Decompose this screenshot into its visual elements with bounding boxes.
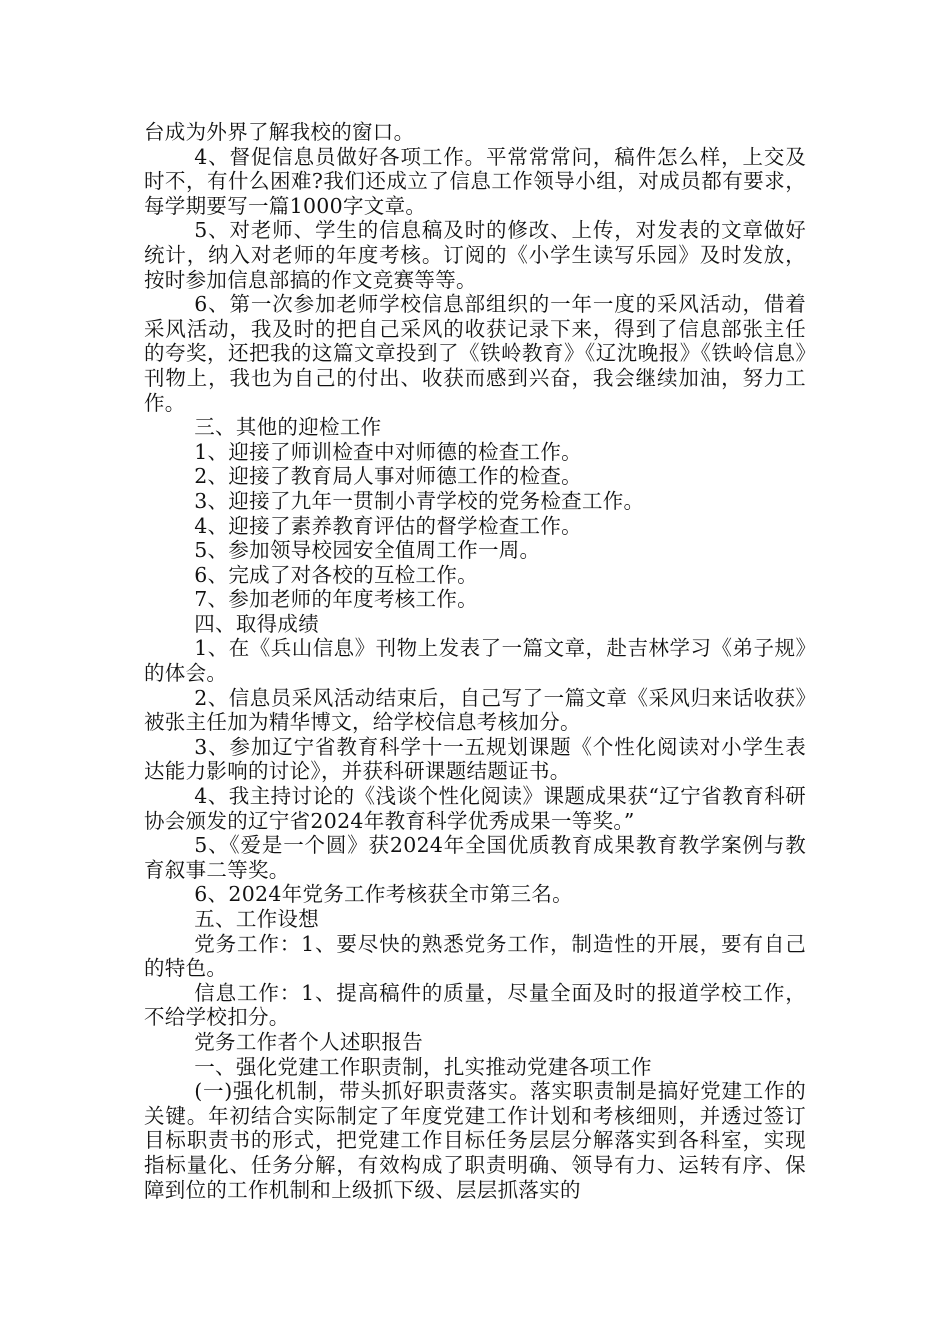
list-item: 7、参加老师的年度考核工作。 — [194, 587, 478, 612]
list-item: 1、迎接了师训检查中对师德的检查工作。 — [194, 439, 582, 464]
paragraph-window-outro: 台成为外界了解我校的窗口。 — [144, 120, 415, 144]
list-item: 5、《爱是一个圆》获2024年全国优质教育成果教育教学案例与教育叙事二等奖。 — [144, 833, 806, 882]
list-item: 4、迎接了素养教育评估的督学检查工作。 — [194, 513, 582, 538]
list-item: 5、参加领导校园安全值周工作一周。 — [194, 538, 541, 563]
paragraph-item-4-informants: 4、督促信息员做好各项工作。平常常常问，稿件怎么样，上交及时不，有什么困难?我们还成立了信息工作领导小组，对成员都有要求，每学期要写一篇1000字文章。 — [144, 144, 806, 218]
list-item: 4、我主持讨论的《浅谈个性化阅读》课题成果获“辽宁省教育科研协会颁发的辽宁省2024年教育科学优秀成果一等奖。” — [144, 784, 806, 833]
section-heading-responsibility: 一、强化党建工作职责制，扎实推动党建各项工作 — [194, 1054, 652, 1079]
paragraph-mechanism: (一)强化机制，带头抓好职责落实。落实职责制是搞好党建工作的关键。年初结合实际制定了年度党建工作计划和考核细则，并透过签订目标职责书的形式，把党建工作目标任务层层分解落实到各科室，实现指标量化、任务分解，有效构成了职责明确、领导有力、运转有序、保障到位的工作机制和上级抓下级、层层抓落实的 — [144, 1079, 806, 1202]
list-item: 2、迎接了教育局人事对师德工作的检查。 — [194, 464, 582, 489]
section-heading-plans: 五、工作设想 — [194, 907, 320, 931]
list-item: 2、信息员采风活动结束后，自己写了一篇文章《采风归来话收获》被张主任加为精华博文，给学校信息考核加分。 — [144, 685, 806, 735]
section-heading-inspection: 三、其他的迎检工作 — [194, 415, 382, 440]
report-title: 党务工作者个人述职报告 — [194, 1029, 424, 1054]
list-item: 6、完成了对各校的互检工作。 — [194, 562, 478, 587]
list-item: 6、2024年党务工作考核获全市第三名。 — [194, 882, 573, 907]
section-heading-achievements: 四、取得成绩 — [194, 611, 320, 636]
paragraph-item-6-field-trip: 6、第一次参加老师学校信息部组织的一年一度的采风活动，借着采风活动，我及时的把自己采风的收获记录下来，得到了信息部张主任的夸奖，还把我的这篇文章投到了《铁岭教育》《辽沈晚报》《铁岭信息》刊物上，我也为自己的付出、收获而感到兴奋，我会继续加油，努力工作。 — [144, 292, 806, 415]
list-item: 1、在《兵山信息》刊物上发表了一篇文章，赴吉林学习《弟子规》的体会。 — [144, 636, 806, 686]
paragraph-info-work-plan: 信息工作：1、提高稿件的质量，尽量全面及时的报道学校工作，不给学校扣分。 — [144, 980, 806, 1030]
paragraph-party-work-plan: 党务工作：1、要尽快的熟悉党务工作，制造性的开展，要有自己的特色。 — [144, 931, 806, 981]
list-item: 3、参加辽宁省教育科学十一五规划课题《个性化阅读对小学生表达能力影响的讨论》，并获科研课题结题证书。 — [144, 734, 806, 784]
paragraph-item-5-manuscripts: 5、对老师、学生的信息稿及时的修改、上传，对发表的文章做好统计，纳入对老师的年度考核。订阅的《小学生读写乐园》及时发放，按时参加信息部搞的作文竞赛等等。 — [144, 218, 806, 292]
document-page — [144, 120, 806, 1202]
list-item: 3、迎接了九年一贯制小青学校的党务检查工作。 — [194, 488, 645, 513]
